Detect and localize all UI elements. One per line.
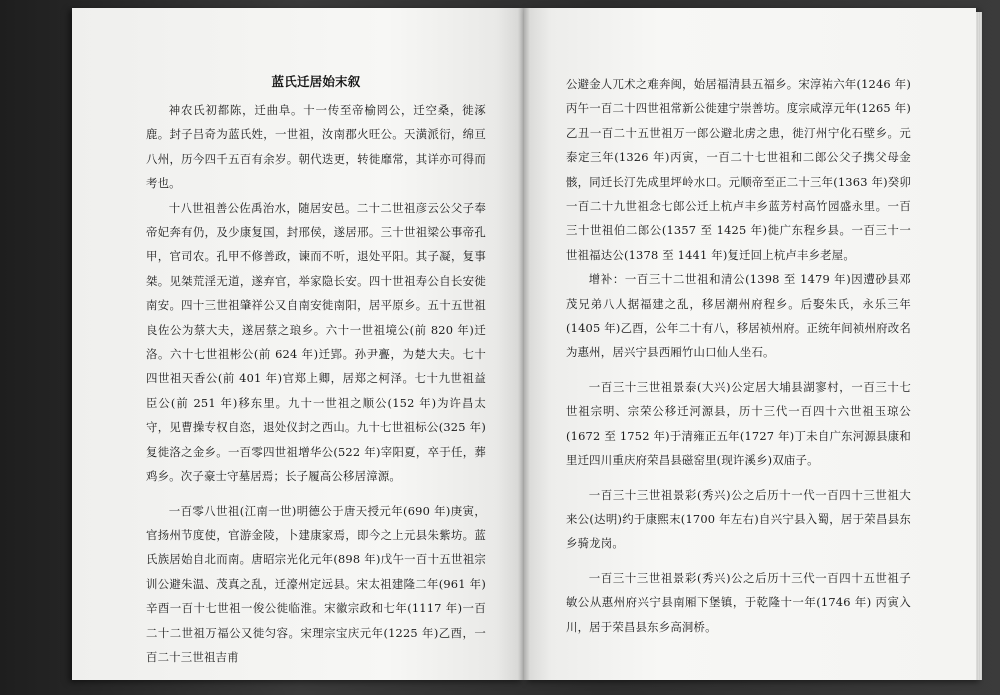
paragraph: 十八世祖善公佐禹治水，随居安邑。二十二世祖彦云公父子奉帝妃奔有仍，及少康复国，封邢侯，遂居邢。三十世祖梁公事帝孔甲，官司农。孔甲不修善政，谏而不听，退处平阳。其子凝，复事桀。见桀荒淫无道，遂弃官，举家隐长安。四十世祖寿公自长安徙南安。四十三世祖肇祥公又自南安徙南阳，居平原乡。五十五世祖良佐公为蔡大夫，遂居蔡之琅乡。六十一世祖境公(前 820 年)迁洛。六十七世祖彬公(前 624 年)迁郢。孙尹亹，为楚大夫。七十四世祖天香公(前 401 年)官郑上卿，居郑之柯泽。七十九世祖益臣公(前 251 年)移东里。九十一世祖之顺公(152 年)为许昌太守，见曹操专权自恣，退处仪封之西山。九十七世祖标公(325 年)复徙洛之金乡。一百零四世祖增华公(522 年)宰阳夏，卒于任，葬鸡乡。次子豪士守墓居焉；长子履高公移居漳源。 bbox=[146, 200, 486, 484]
right-page bbox=[524, 8, 976, 680]
paragraph: 一百三十三世祖景泰(大兴)公定居大埔县湖寥村，一百三十七世祖宗明、宗荣公移迁河源县，历十三代一百四十六世祖玉琼公(1672 至 1752 年)于清雍正五年(1727 年)丁未自广东河源县康和里迁四川重庆府荣昌县磁窑里(现许溪乡)双庙子。 bbox=[566, 379, 911, 468]
open-book bbox=[72, 8, 982, 688]
page-title: 蓝氏迁居始末叙 bbox=[271, 74, 361, 89]
paragraph: 一百三十三世祖景彩(秀兴)公之后历十三代一百四十五世祖子敏公从惠州府兴宁县南厢下堡镇，于乾隆十一年(1746 年) 丙寅入川，居于荣昌县东乡高洞桥。 bbox=[566, 570, 911, 634]
page-stack-edge bbox=[976, 12, 982, 680]
left-page-text bbox=[146, 70, 486, 669]
paragraph: 公避金人兀术之难奔闽，始居福清县五福乡。宋淳祐六年(1246 年)丙午一百二十四世祖常新公徙建宁崇善坊。度宗咸淳元年(1265 年)乙丑一百二十五世祖万一郎公避北虏之患，徙汀州宁化石壁乡。元泰定三年(1326 年)丙寅，一百二十七世祖和二郎公父子携父母金骸，同迁长汀先成里坪岭水口。元顺帝至正二十三年(1363 年)癸卯一百二十九世祖念七郎公迁上杭卢丰乡蓝芳村高竹园盛永里。一百三十世祖伯二郎公(1357 至 1425 年)徙广东程乡县。一百三十一世祖福达公(1378 至 1441 年)复迁回上杭卢丰乡老屋。 bbox=[566, 77, 911, 262]
right-page-text bbox=[566, 72, 911, 639]
paragraph: 一百三十三世祖景彩(秀兴)公之后历十一代一百四十三世祖大来公(达明)约于康熙末(1700 年左右)自兴宁县入蜀，居于荣昌县东乡骑龙岗。 bbox=[566, 487, 911, 551]
paragraph: 神农氏初都陈，迁曲阜。十一传至帝榆罔公，迁空桑，徙涿鹿。封子吕奇为蓝氏姓，一世祖，汝南郡火旺公。天潢派衍，绵亘八州，历今四千五百有余岁。朝代迭更，转徙靡常，其详亦可得而考也。 bbox=[146, 103, 486, 191]
paragraph: 一百零八世祖(江南一世)明德公于唐天授元年(690 年)庚寅，官扬州节度使，官游金陵，卜建康家焉，即今之上元县朱紫坊。蓝氏族居始自北而南。唐昭宗光化元年(898 年)戊午一百十五世祖宗训公避朱温、茂真之乱，迁濠州定远县。宋太祖建隆二年(961 年)辛酉一百十七世祖一俊公徙临淮。宋徽宗政和七年(1117 年)一百二十二世祖万福公又徙匀容。宋理宗宝庆元年(1225 年)乙酉，一百二十三世祖吉甫 bbox=[146, 503, 486, 664]
book-gutter bbox=[518, 8, 530, 680]
paragraph: 增补：一百三十二世祖和清公(1398 至 1479 年)因遭砂县邓茂兄弟八人据福建之乱，移居潮州府程乡。后娶朱氏，永乐三年(1405 年)乙酉，公年二十有八，移居祯州府。正统年间祯州府改名为惠州，居兴宁县西厢竹山口仙人坐石。 bbox=[566, 272, 911, 360]
left-page bbox=[72, 8, 524, 680]
